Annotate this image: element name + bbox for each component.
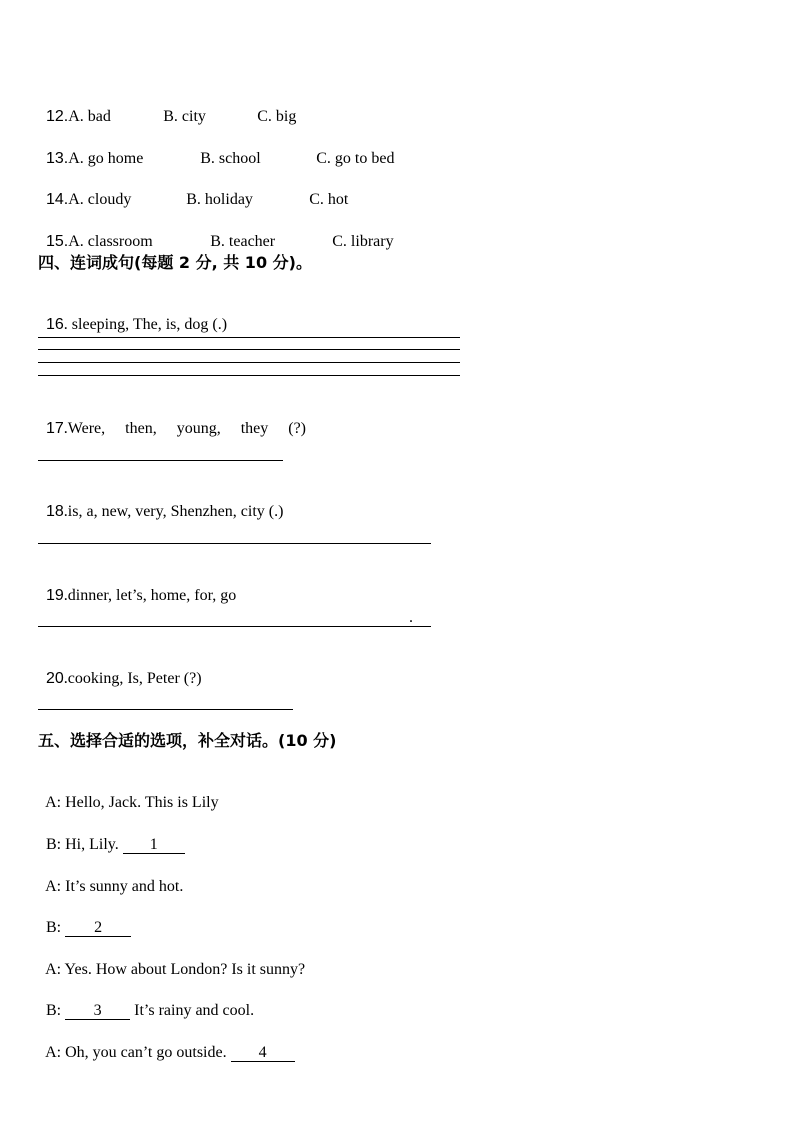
item-number: 20 (46, 670, 64, 687)
dialogue-text: It’s rainy and cool. (130, 1002, 255, 1019)
choice-row-14 (38, 170, 348, 210)
item-words: . sleeping, The, is, dog (.) (63, 316, 228, 333)
option-b: B. holiday (186, 191, 253, 208)
item-number: 16 (46, 316, 64, 333)
option-b: B. teacher (210, 233, 276, 250)
option-b: B. school (200, 150, 261, 167)
option-a: A. cloudy (68, 191, 132, 208)
answer-blank[interactable]: 2 (65, 920, 131, 937)
option-a: A. classroom (68, 233, 153, 250)
answer-line (38, 460, 283, 461)
sentence-period: . (409, 609, 413, 626)
answer-blank[interactable]: 3 (65, 1003, 130, 1020)
dialogue-line (38, 815, 185, 855)
option-a: A. go home (68, 150, 144, 167)
answer-line (38, 543, 431, 544)
option-c: C. go to bed (316, 150, 395, 167)
item-number: 19 (46, 587, 64, 604)
section-5-heading: 五、选择合适的选项，补全对话。(10 分) (38, 731, 337, 750)
option-a: A. bad (68, 108, 111, 125)
answer-line (38, 626, 431, 627)
dialogue-text: B: (46, 1002, 66, 1019)
answer-line (38, 337, 460, 338)
item-words: .is, a, new, very, Shenzhen, city (.) (63, 503, 284, 520)
option-b: B. city (163, 108, 206, 125)
sentence-item-16 (38, 295, 227, 335)
item-words: .Were, then, young, they (?) (63, 420, 306, 437)
item-words: .cooking, Is, Peter (?) (63, 670, 202, 687)
dialogue-text: A: Oh, you can’t go outside. (45, 1044, 231, 1061)
dialogue-line (38, 1023, 295, 1063)
dialogue-line (38, 940, 305, 980)
sentence-item-20 (38, 649, 202, 689)
item-number: 18 (46, 503, 64, 520)
item-number: 17 (46, 420, 64, 437)
section-4-heading: 四、连词成句(每题 2 分, 共 10 分)。 (38, 253, 312, 272)
choice-row-15 (38, 212, 394, 252)
choice-row-12 (38, 87, 296, 127)
answer-blank[interactable]: 1 (123, 837, 185, 854)
sentence-item-18 (38, 482, 283, 522)
question-number: 14. (46, 191, 69, 208)
question-number: 15. (46, 233, 69, 250)
question-number: 12. (46, 108, 69, 125)
dialogue-line (38, 857, 183, 897)
dialogue-text: A: Yes. How about London? Is it sunny? (45, 961, 306, 978)
dialogue-text: A: Hello, Jack. This is Lily (45, 794, 219, 811)
answer-line (38, 362, 460, 363)
dialogue-text: B: Hi, Lily. (46, 836, 123, 853)
dialogue-text: B: (46, 919, 66, 936)
dialogue-line (38, 981, 254, 1021)
option-c: C. big (257, 108, 297, 125)
answer-line (38, 375, 460, 376)
sentence-item-19 (38, 566, 236, 606)
answer-line (38, 349, 460, 350)
option-c: C. library (332, 233, 394, 250)
dialogue-line (38, 898, 131, 938)
answer-line (38, 709, 293, 710)
item-words: .dinner, let’s, home, for, go (63, 587, 237, 604)
dialogue-text: A: It’s sunny and hot. (45, 878, 184, 895)
choice-row-13 (38, 129, 394, 169)
question-number: 13. (46, 150, 69, 167)
sentence-item-17 (38, 399, 306, 439)
option-c: C. hot (309, 191, 349, 208)
answer-blank[interactable]: 4 (231, 1045, 295, 1062)
dialogue-line (38, 773, 219, 813)
